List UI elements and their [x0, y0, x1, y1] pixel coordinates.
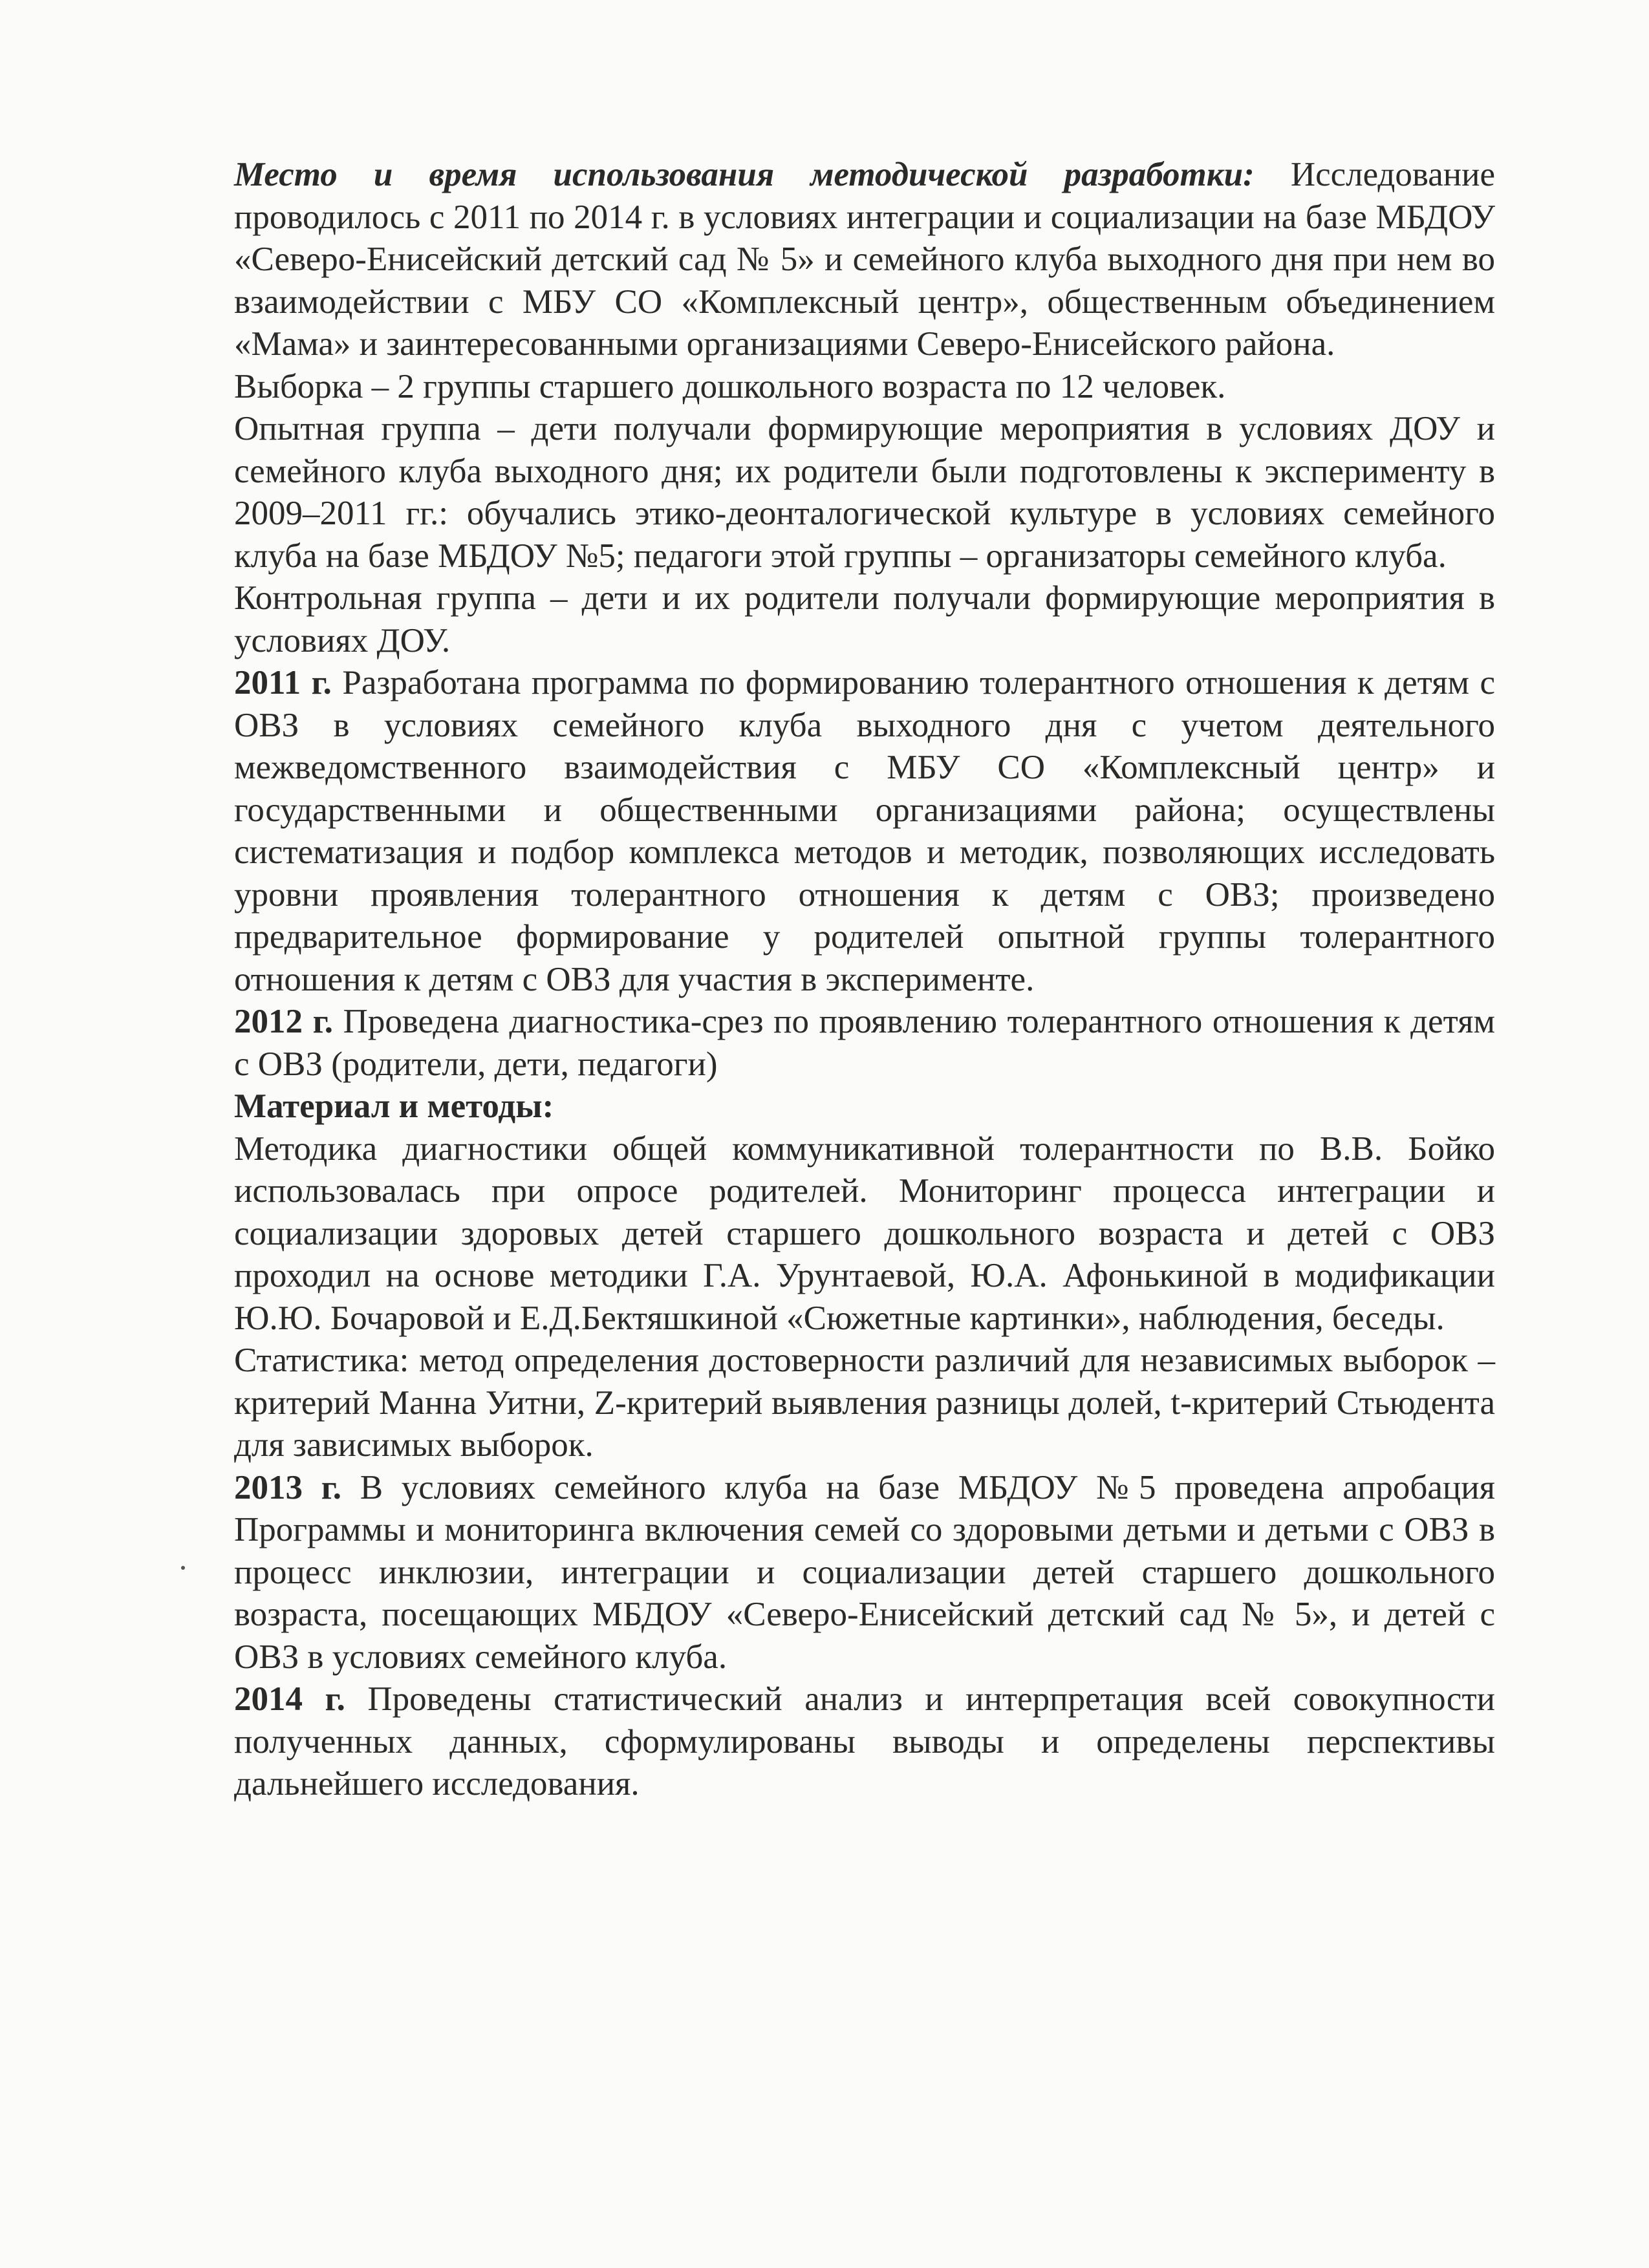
paragraph-sample: Выборка – 2 группы старшего дошкольного возраста по 12 человек. [234, 367, 1226, 405]
document-body [234, 154, 1495, 1806]
year-2011-text: Разработана программа по формированию толерантного отношения к детям с ОВЗ в условиях семейного клуба выходного дня с учетом деятельного межведомственного взаимодействия с МБУ СО «Комплексный центр» и государственными и общественными организациями района; осуществлены систематизация и подбор комплекса методов и методик, позволяющих исследовать уровни проявления толерантного отношения к детям с ОВЗ; произведено предварительное формирование у родителей опытной группы толерантного отношения к детям с ОВЗ для участия в эксперименте. [234, 664, 1496, 998]
paragraph-2012 [234, 1001, 1495, 1086]
scan-speck [181, 1566, 185, 1570]
methods-heading: Материал и методы: [234, 1087, 554, 1125]
paragraph-2011 [234, 662, 1495, 1001]
place-time-text: Исследование проводилось с 2011 по 2014 г. в условиях интеграции и социализации на базе МБДОУ «Северо-Енисейский детский сад № 5» и семейного клуба выходного дня при нем во взаимодействии с МБУ СО «Комплексный центр», общественным объединением «Мама» и заинтересованными организациями Северо-Енисейского района. [234, 156, 1495, 363]
paragraph-control-group: Контрольная группа – дети и их родители получали формирующие мероприятия в условиях ДОУ. [234, 579, 1495, 659]
paragraph-place-and-time [234, 154, 1495, 366]
paragraph-2014 [234, 1678, 1495, 1806]
year-2012-label: 2012 г. [234, 1003, 333, 1040]
year-2014-text: Проведены статистический анализ и интерпретация всей совокупности полученных данных, сформулированы выводы и определены перспективы дальнейшего исследования. [234, 1680, 1495, 1803]
year-2013-label: 2013 г. [234, 1468, 342, 1506]
year-2012-text: Проведена диагностика-срез по проявлению толерантного отношения к детям с ОВЗ (родители, дети, педагоги) [234, 1003, 1496, 1083]
paragraph-2013 [234, 1467, 1495, 1679]
paragraph-methods: Методика диагностики общей коммуникативной толерантности по В.В. Бойко использовалась при опросе родителей. Мониторинг процесса интеграции и социализации здоровых детей старшего дошкольного возраста и детей с ОВЗ проходил на основе методики Г.А. Урунтаевой, Ю.А. Афонькиной в модификации Ю.Ю. Бочаровой и Е.Д.Бектяшкиной «Сюжетные картинки», наблюдения, беседы. [234, 1129, 1495, 1337]
year-2014-label: 2014 г. [234, 1680, 345, 1718]
place-time-lead: Место и время использования методической разработки: [234, 156, 1255, 193]
year-2011-label: 2011 г. [234, 664, 332, 701]
year-2013-text: В условиях семейного клуба на базе МБДОУ №5 проведена апробация Программы и мониторинга включения семей со здоровыми детьми и детьми с ОВЗ в процесс инклюзии, интеграции и социализации детей старшего дошкольного возраста, посещающих МБДОУ «Северо-Енисейский детский сад № 5», и детей с ОВЗ в условиях семейного клуба. [234, 1468, 1495, 1676]
paragraph-statistics: Статистика: метод определения достоверности различий для независимых выборок – критерий Манна Уитни, Z-критерий выявления разницы долей, t-критерий Стьюдента для зависимых выборок. [234, 1342, 1495, 1464]
paragraph-experimental-group: Опытная группа – дети получали формирующие мероприятия в условиях ДОУ и семейного клуба выходного дня; их родители были подготовлены к эксперименту в 2009–2011 гг.: обучались этико-деонталогической культуре в условиях семейного клуба на базе МБДОУ №5; педагоги этой группы – организаторы семейного клуба. [234, 410, 1495, 575]
